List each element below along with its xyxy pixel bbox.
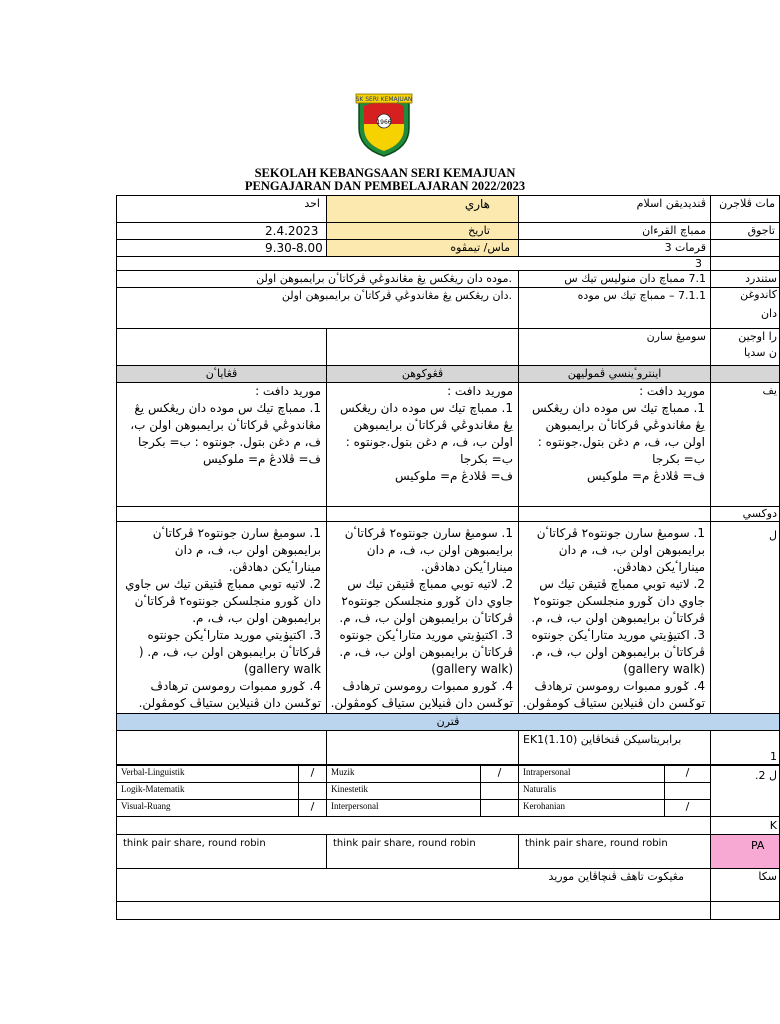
time-value: 9.30-8.00: [116, 239, 327, 257]
act-mas-line: 3. اكتيۏيتي موريد متاراٴيكن جونتوه: [339, 628, 513, 642]
school-crest-logo: [353, 88, 415, 158]
class-value: قرمات 3: [518, 239, 711, 257]
act-enr-line: دان ݢورو منجلسكن جونتوه٢ ڤركاتاٴن: [134, 594, 321, 608]
strategy-label: PA: [710, 834, 780, 869]
time-label: ماس/ تيمڤوه: [326, 239, 519, 257]
elements-cell-2: [326, 730, 519, 765]
act-mas-line: 2. لاتيه توبي ممباچ ڤتيقن تيك س: [347, 577, 513, 591]
obj-mas-line: 1. ممباچ تيك س موده دان ريڠكس: [339, 401, 513, 415]
obj-enr-line: 1. ممباچ تيك س موده دان ريڠكس يڠ: [134, 401, 321, 415]
obj-mas-line: موريد دافت :: [447, 384, 513, 398]
topic-value: ممباچ القرءان: [518, 222, 711, 240]
k-label: K: [710, 816, 780, 835]
intel-verbal-tick: /: [298, 765, 327, 783]
elements-label-1: 1: [710, 730, 780, 765]
act-int-line: 4. ݢورو ممبوات روموسن ترهادڤ: [534, 679, 705, 693]
row-three-label: [710, 256, 780, 271]
intel-naturalis: Naturalis: [518, 782, 665, 800]
activities-intervention: [518, 521, 711, 714]
act-enr-line: 1. سومبڠ سارن جونتوه٢ ڤركاتاٴن: [152, 526, 321, 540]
act-mas-line: 1. سومبڠ سارن جونتوه٢ ڤركاتاٴن: [344, 526, 513, 540]
criteria-cell-3: [116, 506, 327, 522]
obj-mas-line: ف= ڤلادڠ م= ملوكيس: [394, 469, 513, 483]
obj-int-line: ف= ڤلادڠ م= ملوكيس: [586, 469, 705, 483]
intel-naturalis-tick: [664, 782, 711, 800]
intel-logik-tick: [298, 782, 327, 800]
intel-kerohanian: Kerohanian: [518, 799, 665, 817]
act-int-line: 2. لاتيه توبي ممباچ ڤتيقن تيك س: [539, 577, 705, 591]
act-mas-line: جاوي دان ݢورو منجلسكن جونتوه٢: [341, 594, 513, 608]
act-enr-line: توݢسن دان ڤنيلاين ستياڤ كومڤولن.: [138, 696, 321, 710]
act-int-line: جاوي دان ݢورو منجلسكن جونتوه٢: [533, 594, 705, 608]
intel-kerohanian-tick: /: [664, 799, 711, 817]
act-enr-line: ميناراٴيكن دهادڤن.: [228, 560, 321, 574]
success-label-line-2: ن سديا: [744, 346, 777, 359]
activities-mastery: [326, 521, 519, 714]
criteria-cell-2: [326, 506, 519, 522]
act-mas-line: برايمبوهن اولن ب، ف، م دان: [366, 543, 513, 557]
obj-mas-line: ب= بكرجا: [460, 452, 513, 466]
standard-content-label: ستندرد كاندوغن: [710, 270, 780, 288]
strategy-col2: think pair share, round robin: [326, 834, 519, 869]
success-cell-2: [326, 328, 519, 366]
success-cell-3: [116, 328, 327, 366]
activities-enrichment: [116, 521, 327, 714]
intel-intrapersonal-tick: /: [664, 765, 711, 783]
intel-verbal: Verbal-Linguistik: [116, 765, 299, 783]
section-band: ڤترن: [116, 713, 780, 731]
subject-label: مات ڤلاجرن: [710, 195, 780, 223]
act-mas-line: ڤركاتاٴن برايمبوهن اولن ب، ف، م.: [339, 611, 513, 625]
intel-interpersonal-tick: [480, 799, 519, 817]
header-intervention: اينتروٴينسي ڤمولیهن: [518, 365, 711, 383]
school-name: SEKOLAH KEBANGSAAN SERI KEMAJUAN: [254, 166, 516, 180]
obj-mas-line: اولن ب، ف، م دغن بتول.جونتوه :: [345, 435, 513, 449]
elements-cell-3: [116, 730, 327, 765]
intel-muzik-tick: /: [480, 765, 519, 783]
intel-logik: Logik-Matematik: [116, 782, 299, 800]
class-label-cell: [710, 239, 780, 257]
obj-int-line: ب= بكرجا: [652, 452, 705, 466]
act-enr-line: 4. ݢورو ممبوات روموسن ترهادڤ: [150, 679, 321, 693]
act-enr-line: ڤركاتاٴن برايمبوهن اولن ب، ف، م. (: [138, 645, 321, 659]
act-int-line: 3. اكتيۏيتي موريد متاراٴيكن جونتوه: [531, 628, 705, 642]
act-int-line: توݢسن دان ڤنيلاين ستياڤ كومڤولن.: [522, 696, 705, 710]
act-mas-line: توݢسن دان ڤنيلاين ستياڤ كومڤولن.: [330, 696, 513, 710]
act-mas-line: 4. ݢورو ممبوات روموسن ترهادڤ: [342, 679, 513, 693]
act-enr-line: برايمبوهن اولن ب، ف، م.: [192, 611, 321, 625]
standard-content-value: 7.1 ممباچ دان منوليس تيك س: [518, 270, 711, 288]
act-enr-line: برايمبوهن اولن ب، ف، م دان: [174, 543, 321, 557]
reflection-label: سكا: [710, 868, 780, 902]
act-enr-line: 2. لاتيه توبي ممباچ ڤتيقن تيك س جاوي: [125, 577, 321, 591]
logo-year: 1966: [376, 119, 392, 126]
obj-int-line: يڠ مڠاندوڠي ڤركاتاٴن برايمبوهن: [545, 418, 705, 432]
act-enr-line: gallery walk): [243, 662, 321, 676]
success-value: سومبڠ سارن: [518, 328, 711, 366]
act-int-line: (gallery walk): [623, 662, 705, 676]
elements-value: EK1(1.10) برابريتاسيكن ڤنخاڤاين: [518, 730, 711, 765]
act-int-line: برايمبوهن اولن ب، ف، م دان: [558, 543, 705, 557]
row-three-value: 3: [116, 256, 711, 271]
spacer-row: [116, 816, 711, 835]
header-mastery: ڤڠوكوهن: [326, 365, 519, 383]
objectives-intervention: [518, 382, 711, 507]
obj-int-line: 1. ممباچ تيك س موده دان ريڠكس: [531, 401, 705, 415]
objective-line-2: .دان ريڠكس يڠ مڠاندوڠي ڤركاتاٴن برايمبوهن اولن: [116, 287, 519, 329]
obj-enr-line: موريد دافت :: [255, 384, 321, 398]
day-label: هاري: [326, 195, 519, 223]
act-mas-line: ميناراٴيكن دهادڤن.: [420, 560, 513, 574]
date-value: 2.4.2023: [116, 222, 327, 240]
intel-muzik: Muzik: [326, 765, 481, 783]
elements-label-2: ل 2.: [710, 765, 780, 817]
act-int-line: ڤركاتاٴن برايمبوهن اولن ب، ف، م.: [531, 611, 705, 625]
reflection-value: مڠيكوت تاهڤ ڤنچاڤاين موريد: [116, 868, 711, 902]
intel-intrapersonal: Intrapersonal: [518, 765, 665, 783]
act-mas-line: ڤركاتاٴن برايمبوهن اولن ب، ف، م.: [339, 645, 513, 659]
objective-line-1: .موده دان ريڠكس يڠ مڠاندوڠي ڤركاتاٴن برايمبوهن اولن: [116, 270, 519, 288]
act-enr-line: 3. اكتيۏيتي موريد متاراٴيكن جونتوه: [147, 628, 321, 642]
last-row: [116, 901, 711, 920]
topic-label: تاجوق: [710, 222, 780, 240]
intel-kinestetik-tick: [480, 782, 519, 800]
strategy-col3: think pair share, round robin: [518, 834, 711, 869]
obj-int-line: اولن ب، ف، م دغن بتول.جونتوه :: [537, 435, 705, 449]
success-label-line-1: را اوجين: [738, 330, 777, 343]
intel-visual-tick: /: [298, 799, 327, 817]
obj-mas-line: يڠ مڠاندوڠي ڤركاتاٴن برايمبوهن: [353, 418, 513, 432]
header-label-cell: [710, 365, 780, 383]
subject-value: ڤنديديقن اسلام: [518, 195, 711, 223]
act-int-line: 1. سومبڠ سارن جونتوه٢ ڤركاتاٴن: [536, 526, 705, 540]
strategy-col1: think pair share, round robin: [116, 834, 327, 869]
criteria-label: دوكسي: [710, 506, 780, 522]
objectives-label: يف: [710, 382, 780, 507]
activities-label: ل: [710, 521, 780, 714]
standard-learning-label: دان: [710, 287, 780, 329]
objectives-enrichment: [116, 382, 327, 507]
standard-learning-value: 7.1.1 – ممباچ تيك س موده: [518, 287, 711, 329]
obj-enr-line: ف= ڤلادڠ م= ملوكيس: [202, 452, 321, 466]
obj-enr-line: مڠاندوڠي ڤركاتاٴن برايمبوهن اولن ب،: [130, 418, 321, 432]
last-row-label: [710, 901, 780, 920]
act-int-line: ڤركاتاٴن برايمبوهن اولن ب، ف، م.: [531, 645, 705, 659]
act-mas-line: (gallery walk): [431, 662, 513, 676]
day-value: احد: [116, 195, 327, 223]
logo-text: SK SERI KEMAJUAN: [355, 96, 413, 103]
document-subtitle: PENGAJARAN DAN PEMBELAJARAN 2022/2023: [244, 179, 526, 193]
header-enrichment: ڤڠاياٴن: [116, 365, 327, 383]
obj-enr-line: ف، م دغن بتول. جونتوه : ب= بكرجا: [137, 435, 321, 449]
obj-int-line: موريد دافت :: [639, 384, 705, 398]
intel-kinestetik: Kinestetik: [326, 782, 481, 800]
intel-interpersonal: Interpersonal: [326, 799, 481, 817]
objectives-mastery: [326, 382, 519, 507]
act-int-line: ميناراٴيكن دهادڤن.: [612, 560, 705, 574]
intel-visual: Visual-Ruang: [116, 799, 299, 817]
success-label: [710, 328, 780, 366]
date-label: تاريخ: [326, 222, 519, 240]
criteria-cell-1: [518, 506, 711, 522]
